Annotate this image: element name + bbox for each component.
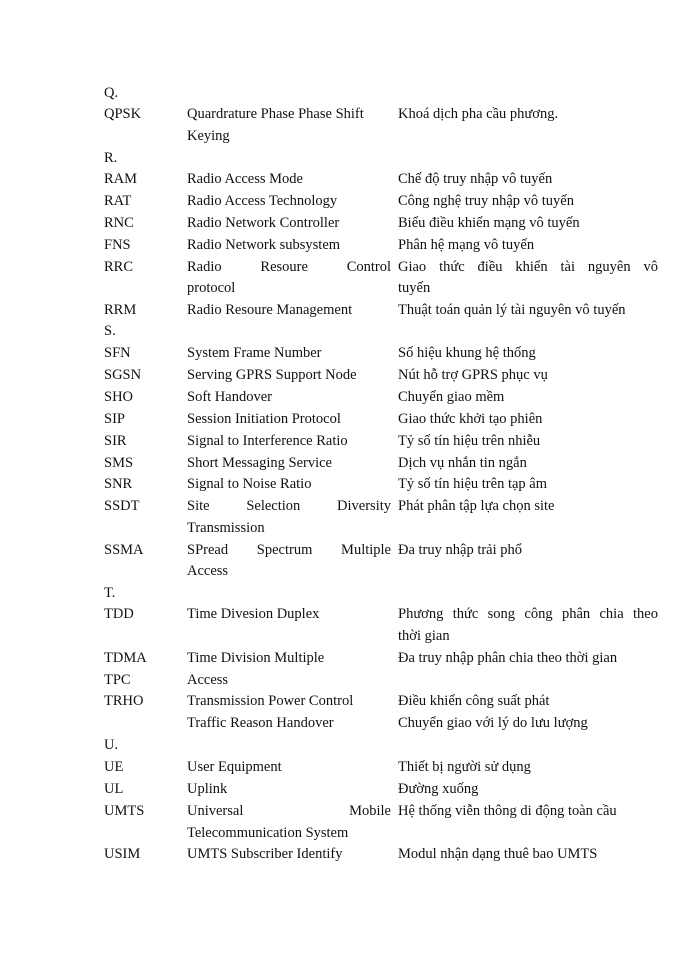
english-term: Time Divesion Duplex [187, 606, 320, 622]
vietnamese-term: Tỷ số tín hiệu trên tạp âm [398, 476, 547, 492]
vietnamese-term: Phân hệ mạng vô tuyến [398, 237, 535, 253]
abbreviation: TDD [104, 606, 134, 622]
vietnamese-term: Chuyển giao với lý do lưu lượng [398, 715, 588, 731]
vietnamese-term: Điều khiển công suất phát [398, 693, 550, 709]
english-term: Telecommunication System [187, 825, 349, 841]
vietnamese-term: Tỷ số tín hiệu trên nhiễu [398, 433, 541, 449]
vietnamese-term: Dịch vụ nhắn tin ngắn [398, 455, 527, 471]
vietnamese-term: Giao thức khởi tạo phiên [398, 411, 543, 427]
abbreviation: SNR [104, 476, 133, 492]
abbreviation: RNC [104, 215, 134, 231]
abbreviation: SFN [104, 345, 131, 361]
section-letter: S. [104, 323, 116, 339]
english-term: Transmission Power Control [187, 693, 354, 709]
abbreviation: SHO [104, 389, 134, 405]
vietnamese-term: Công nghệ truy nhập vô tuyến [398, 193, 574, 209]
abbreviation: TRHO [104, 693, 144, 709]
english-term: Radio Resoure Control [187, 259, 391, 275]
vietnamese-term: Modul nhận dạng thuê bao UMTS [398, 846, 598, 862]
vietnamese-term: Khoá dịch pha cầu phương. [398, 106, 559, 122]
english-term: SPread Spectrum Multiple [187, 542, 391, 558]
english-term: Serving GPRS Support Node [187, 367, 357, 383]
vietnamese-term: Giao thức điều khiển tài nguyên vô [398, 259, 658, 275]
vietnamese-term: Biểu điều khiển mạng vô tuyến [398, 215, 580, 231]
english-term: Universal Mobile [187, 803, 391, 819]
vietnamese-term: Phương thức song công phân chia theo [398, 606, 658, 622]
vietnamese-term: Thiết bị người sử dụng [398, 759, 531, 775]
vietnamese-term: Đa truy nhập trải phổ [398, 542, 523, 558]
abbreviation: RRM [104, 302, 137, 318]
vietnamese-term: Chuyển giao mềm [398, 389, 505, 405]
abbreviation: RAT [104, 193, 132, 209]
vietnamese-term: Thuật toán quản lý tài nguyên vô tuyến [398, 302, 626, 318]
english-term: Signal to Noise Ratio [187, 476, 312, 492]
english-term: Radio Network subsystem [187, 237, 341, 253]
english-term: Access [187, 672, 229, 688]
english-term: Transmission [187, 520, 265, 536]
abbreviation: FNS [104, 237, 131, 253]
abbreviation: SSMA [104, 542, 144, 558]
section-letter: Q. [104, 85, 119, 101]
english-term: Keying [187, 128, 230, 144]
english-term: protocol [187, 280, 236, 296]
english-term: Radio Access Mode [187, 171, 303, 187]
section-letter: T. [104, 585, 116, 601]
abbreviation: TPC [104, 672, 131, 688]
vietnamese-term: tuyến [398, 280, 431, 296]
english-term: Radio Access Technology [187, 193, 338, 209]
vietnamese-term: thời gian [398, 628, 450, 644]
vietnamese-term: Phát phân tập lựa chọn site [398, 498, 555, 514]
english-term: Access [187, 563, 229, 579]
english-term: UMTS Subscriber Identify [187, 846, 343, 862]
abbreviation: QPSK [104, 106, 142, 122]
english-term: Soft Handover [187, 389, 272, 405]
abbreviation: SIR [104, 433, 127, 449]
abbreviation: RAM [104, 171, 138, 187]
abbreviation: UE [104, 759, 124, 775]
english-term: Quardrature Phase Phase Shift [187, 106, 364, 122]
english-term: User Equipment [187, 759, 282, 775]
english-term: Traffic Reason Handover [187, 715, 334, 731]
vietnamese-term: Nút hỗ trợ GPRS phục vụ [398, 367, 548, 383]
abbreviation: SMS [104, 455, 134, 471]
english-term: Session Initiation Protocol [187, 411, 341, 427]
abbreviation: TDMA [104, 650, 147, 666]
english-term: Time Division Multiple [187, 650, 325, 666]
abbreviation: SIP [104, 411, 125, 427]
english-term: Uplink [187, 781, 228, 797]
abbreviation: SGSN [104, 367, 142, 383]
english-term: Site Selection Diversity [187, 498, 391, 514]
english-term: Signal to Interference Ratio [187, 433, 348, 449]
english-term: Radio Network Controller [187, 215, 340, 231]
section-letter: U. [104, 737, 119, 753]
english-term: System Frame Number [187, 345, 322, 361]
abbreviation: UMTS [104, 803, 145, 819]
abbreviation: SSDT [104, 498, 140, 514]
vietnamese-term: Đa truy nhập phân chia theo thời gian [398, 650, 618, 666]
english-term: Radio Resoure Management [187, 302, 353, 318]
vietnamese-term: Hệ thống viễn thông di động toàn cầu [398, 803, 617, 819]
english-term: Short Messaging Service [187, 455, 332, 471]
vietnamese-term: Đường xuống [398, 781, 479, 797]
abbreviation: UL [104, 781, 124, 797]
vietnamese-term: Chế độ truy nhập vô tuyến [398, 171, 553, 187]
abbreviation: USIM [104, 846, 141, 862]
section-letter: R. [104, 150, 118, 166]
abbreviation: RRC [104, 259, 134, 275]
vietnamese-term: Số hiệu khung hệ thống [398, 345, 536, 361]
